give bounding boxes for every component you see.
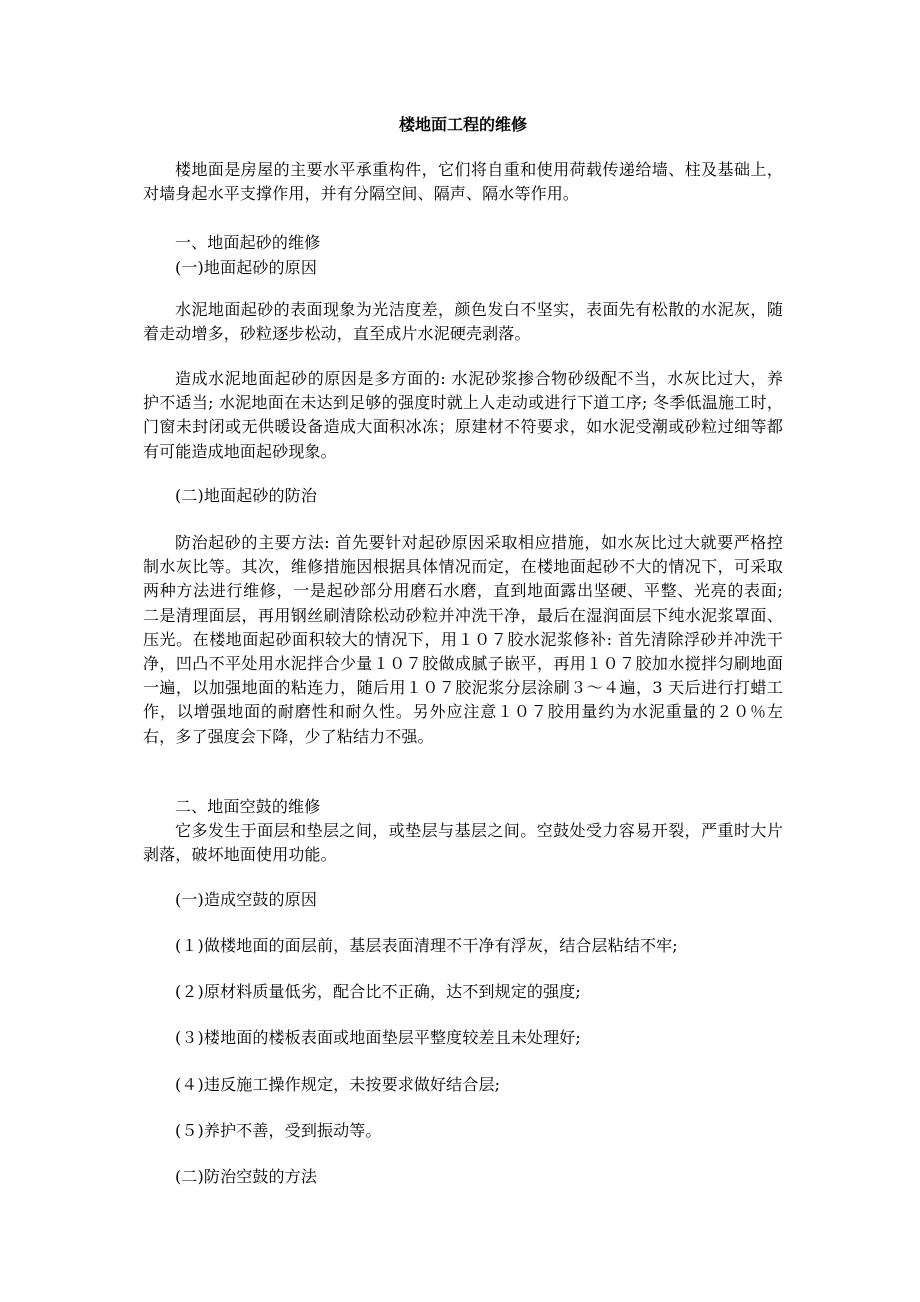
- list-item: (５)养护不善，受到振动等。: [175, 1121, 382, 1140]
- paragraph-sanding-symptoms: 水泥地面起砂的表面现象为光洁度差，颜色发白不坚实，表面先有松散的水泥灰，随着走动增多，砂粒逐步松动，直至成片水泥硬壳剥落。: [143, 300, 783, 344]
- list-item: (４)违反施工操作规定，未按要求做好结合层;: [175, 1075, 501, 1094]
- list-item: (２)原材料质量低劣，配合比不正确，达不到规定的强度;: [175, 982, 581, 1001]
- list-item: (１)做楼地面的面层前，基层表面清理不干净有浮灰，结合层粘结不牢;: [175, 936, 678, 955]
- heading-section-1: 一、地面起砂的维修: [175, 233, 321, 252]
- heading-subsection-2-2: (二)防治空鼓的方法: [175, 1167, 317, 1186]
- heading-subsection-1-2: (二)地面起砂的防治: [175, 486, 317, 505]
- paragraph-intro: 楼地面是房屋的主要水平承重构件，它们将自重和使用荷载传递给墙、柱及基础上，对墙身起水平支撑作用，并有分隔空间、隔声、隔水等作用。: [143, 160, 783, 204]
- paragraph-hollowing-intro: 它多发生于面层和垫层之间，或垫层与基层之间。空鼓处受力容易开裂，严重时大片剥落，破坏地面使用功能。: [143, 821, 783, 865]
- heading-subsection-1-1: (一)地面起砂的原因: [175, 258, 317, 277]
- paragraph-sanding-causes: 造成水泥地面起砂的原因是多方面的: 水泥砂浆掺合物砂级配不当，水灰比过大，养护不适当; 水泥地面在未达到足够的强度时就上人走动或进行下道工序; 冬季低温施工时，门窗未封闭或无供暖设备造成大面积冰冻；原建材不符要求，如水泥受潮或砂粒过细等都有可能造成地面起砂现象。: [143, 369, 783, 461]
- heading-section-2: 二、地面空鼓的维修: [175, 797, 321, 816]
- heading-subsection-2-1: (一)造成空鼓的原因: [175, 890, 317, 909]
- list-item: (３)楼地面的楼板表面或地面垫层平整度较差且未处理好;: [175, 1028, 581, 1047]
- paragraph-sanding-prevention: 防治起砂的主要方法: 首先要针对起砂原因采取相应措施，如水灰比过大就要严格控制水灰比等。其次，维修措施因根据具体情况而定，在楼地面起砂不大的情况下，可采取两种方法进行维修，一是起砂部分用磨石水磨，直到地面露出坚硬、平整、光亮的表面; 二是清理面层，再用钢丝刷清除松动砂粒并冲洗干净，最后在湿润面层下纯水泥浆罩面、压光。在楼地面起砂面积较大的情况下，用１０７胶水泥浆修补: 首先清除浮砂并冲洗干净，凹凸不平处用水泥拌合少量１０７胶做成腻子嵌平，再用１０７胶加水搅拌匀刷地面一遍，以加强地面的粘连力，随后用１０７胶泥浆分层涂刷３～４遍，3 天后进行打蜡工作，以增强地面的耐磨性和耐久性。另外应注意１０７胶用量约为水泥重量的２０％左右，多了强度会下降，少了粘结力不强。: [143, 533, 783, 746]
- document-title: 楼地面工程的维修: [398, 115, 527, 134]
